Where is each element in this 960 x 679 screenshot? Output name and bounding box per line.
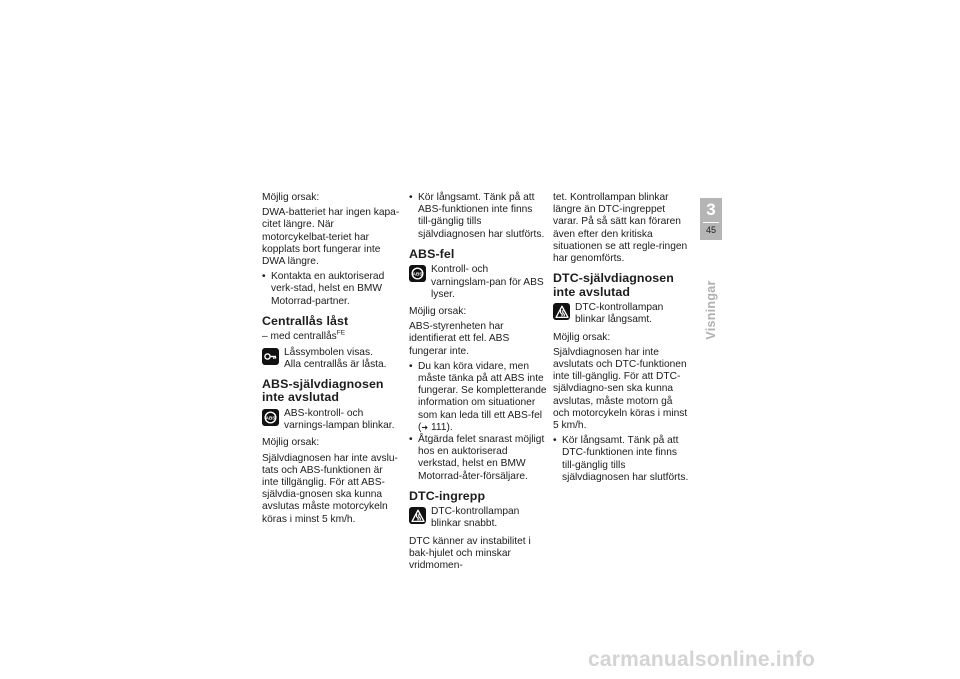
central-lock-heading: Centrallås låst <box>262 313 349 328</box>
dtc-intervention-text-continued: tet. Kontrollampan blinkar längre än DTC-ingreppet varar. På så sätt kan föraren även efter den kritiska situationen se att regle-ringen har genomförts. <box>553 192 688 265</box>
equipment-code: FE <box>336 329 346 337</box>
abs-diagnosis-heading: ABS-självdiagnosen inte avslutad <box>262 376 384 405</box>
abs-diagnosis-symbol-row <box>262 408 400 432</box>
dtc-diagnosis-heading: DTC-självdiagnosen inte avslutad <box>553 271 674 299</box>
dtc-diagnosis-cause-text: Självdiagnosen har inte avslutats och DTC-funktionen inte till-gänglig. För att DTC-självdiagno-sen ska kunna avslutas, måste motorn gå och motorcykeln köras i minst 5 km/h. <box>553 346 688 432</box>
chapter-tab <box>700 198 722 240</box>
abs-fault-symbol-text: Kontroll- och varningslam-pan för ABS lyser. <box>431 264 544 300</box>
dtc-diagnosis-symbol-text: DTC-kontrollampan blinkar långsamt. <box>575 302 664 326</box>
dtc-warning-icon <box>409 507 426 524</box>
possible-cause-label: Möjlig orsak: <box>553 331 611 343</box>
list-item: • Kontakta en auktoriserad verk-stad, helst en BMW Motorrad-partner. <box>262 271 400 308</box>
chapter-title: Visningar <box>704 280 718 340</box>
lock-symbol-line: Låssymbolen visas. <box>284 346 373 358</box>
abs-fault-heading: ABS-fel <box>409 246 455 261</box>
lock-symbol-row <box>262 347 400 371</box>
dtc-intervention-text: DTC känner av instabilitet i bak-hjulet och minskar vridmomen- <box>409 535 531 572</box>
possible-cause-label: Möjlig orsak: <box>409 305 467 317</box>
text-column-3 <box>553 192 691 487</box>
page-reference-arrow-icon: ➜ <box>421 422 429 432</box>
key-lock-icon <box>262 348 279 365</box>
abs-fault-action-list <box>409 361 547 483</box>
dwa-action-list <box>262 271 400 308</box>
dtc-diagnosis-action-list <box>553 435 691 484</box>
list-item-text: ). <box>446 421 453 433</box>
dwa-cause-text: DWA-batteriet har ingen kapa-citet längre. När motorcykelbat-teriet har kopplats bort fungerar inte DWA längre. <box>262 207 400 268</box>
dtc-intervention-symbol-text: DTC-kontrollampan blinkar snabbt. <box>431 506 520 530</box>
dtc-warning-icon <box>553 303 570 320</box>
abs-diagnosis-cause-text: Självdiagnosen har inte avslu-tats och ABS-funktionen är inte tillgänglig. För att ABS-självdia-gnosen ska kunna avslutas måste motorcykeln köras i minst 5 km/h. <box>262 452 398 525</box>
list-item: • Kör långsamt. Tänk på att ABS-funktionen inte finns till-gänglig tills självdiagnosen har slutförts. <box>409 192 547 241</box>
text-column-1 <box>262 192 400 529</box>
list-item: • Åtgärda felet snarast möjligt hos en auktoriserad verkstad, helst en BMW Motorrad-åter-försäljare. <box>409 434 547 483</box>
text-column-2 <box>409 192 547 575</box>
dtc-intervention-heading: DTC-ingrepp <box>409 488 486 503</box>
central-lock-condition <box>262 331 400 343</box>
abs-diagnosis-symbol-text: ABS-kontroll- och varnings-lampan blinkar. <box>284 407 395 432</box>
page-number: 45 <box>705 225 716 235</box>
list-item <box>409 361 547 434</box>
list-item: • Kör långsamt. Tänk på att DTC-funktionen inte finns till-gänglig tills självdiagnosen har slutförts. <box>553 435 691 484</box>
dtc-intervention-symbol-row <box>409 506 547 530</box>
abs-warning-icon <box>409 265 426 282</box>
list-item-text: Du kan köra vidare, men måste tänka på att ABS inte fungerar. Se kompletterande information om situationer som kan leda till ett ABS-fel ( <box>418 360 547 433</box>
svg-text:ABS: ABS <box>412 271 423 277</box>
abs-fault-symbol-row <box>409 264 547 301</box>
tab-divider <box>703 222 719 223</box>
lock-symbol-line: Alla centrallås är låsta. <box>284 358 387 370</box>
dtc-diagnosis-symbol-row <box>553 302 691 326</box>
svg-text:ABS: ABS <box>265 415 276 421</box>
abs-fault-cause-text: ABS-styrenheten har identifierat ett fel. ABS fungerar inte. <box>409 321 510 357</box>
page-reference[interactable]: 111 <box>430 421 447 433</box>
possible-cause-label: Möjlig orsak: <box>262 192 320 203</box>
chapter-number: 3 <box>706 200 716 219</box>
central-lock-condition-text: – med centrallås <box>262 331 337 343</box>
possible-cause-label: Möjlig orsak: <box>262 437 320 449</box>
abs-diagnosis-action-list <box>409 192 547 241</box>
watermark: carmanualsonline.info <box>588 648 816 671</box>
abs-warning-icon <box>262 409 279 426</box>
